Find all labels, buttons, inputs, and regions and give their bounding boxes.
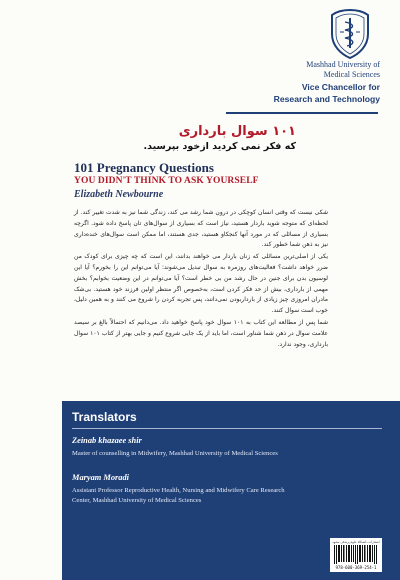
persian-title: ۱۰۱ سوال بارداری [178, 124, 296, 139]
university-block [200, 60, 380, 104]
university-emblem-icon [328, 8, 372, 60]
blurb-paragraph-1: شکی نیست که وقتی انسان کوچکی در درون شما رشد می کند، زندگی شما نیز به شدت تغییر کند. از لحظه‌ای که متوجه شوید باردار هستید، نیاز است که بسیاری از سوال‌های تان پاسخ داده شود. اگرچه بسیاری از مسائلی که در مورد آنها کنجکاو هستید، جدی هستند، اما ممکن است سوال‌های خنده‌داری نیز به ذهن شما خطور کند. [74, 209, 328, 249]
blurb-paragraph-3: شما پس از مطالعه این کتاب به ۱۰۱ سوال خود پاسخ خواهید داد. می‌دانیم که احتمالاً بالغ بر سیصد علامت سوال در ذهن شما شناور است، اما باید از یک جایی شروع کنیم و جایی بهتر از کتاب ۱۰۱ سوال بارداری، وجود ندارد. [74, 318, 328, 348]
university-name-line1: Mashhad University of [306, 60, 380, 69]
author-name: Elizabeth Newbourne [74, 189, 164, 200]
translator-name-1: Zeinab khazaee shir [72, 436, 142, 445]
blurb-paragraph-2: یکی از اصلی‌ترین مسائلی که زنان باردار می خواهند بدانند، این است که چه چیزی برای کودک من ضرر خواهد داشت؟ فعالیت‌های روزمره به سوال تبدیل می‌شوند: آیا می‌توانم این را بخورم؟ آیا این لوسیون بدن برای جنین در حال رشد من بی خطر است؟ آیا می‌توانم در این وضعیت بخوابم؟ بخش مهمی از بارداری، بیش از حد فکر کردن است، به‌خصوص اگر منتظر اولین فرزند خود هستید. بی‌شک مادران امروزی چیز زیادی از بارداربودن نمی‌دانند، پس تجربه کردن را شروع می کنند و به همین دلیل، خوب است سوال کنند. [74, 253, 328, 315]
barcode-icon [334, 545, 378, 564]
translator-desc-1: Master of counselling in Midwifery, Mashhad University of Medical Sciences [72, 450, 278, 457]
persian-blurb [74, 208, 328, 351]
english-title: 101 Pregnancy Questions [74, 160, 214, 175]
vice-chancellor-line1: Vice Chancellor for [301, 82, 380, 92]
translators-heading: Translators [72, 410, 137, 424]
publisher-line: انتشارات دانشگاه علوم پزشکی مشهد [332, 540, 380, 544]
translators-rule [72, 428, 382, 429]
translator-desc-2b: Center, Mashhad University of Medical Sciences [72, 497, 202, 504]
translator-desc-2a: Assistant Professor Reproductive Health, Nursing and Midwifery Care Research [72, 487, 285, 494]
vice-chancellor-line2: Research and Technology [273, 94, 380, 104]
isbn-number: 978-600-369-254-1 [335, 565, 377, 570]
header-divider [226, 112, 378, 114]
translator-name-2: Maryam Moradi [72, 473, 130, 482]
persian-subtitle: که فکر نمی کردید ازخود بپرسید. [143, 141, 296, 152]
english-subtitle: YOU DIDN'T THINK TO ASK YOURSELF [74, 176, 259, 186]
university-name-line2: Medical Sciences [323, 70, 380, 79]
barcode-block [330, 538, 382, 572]
